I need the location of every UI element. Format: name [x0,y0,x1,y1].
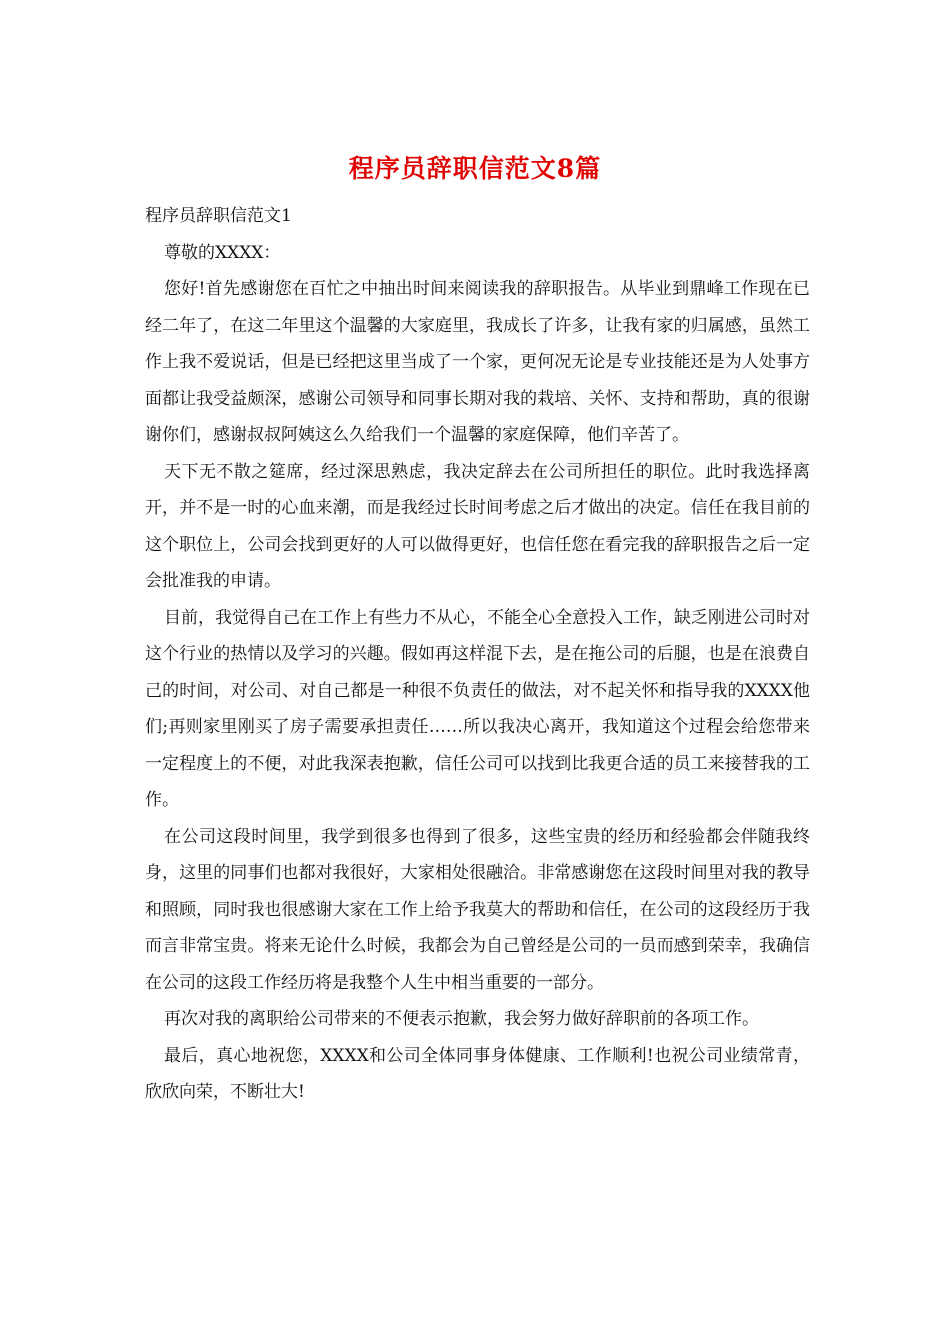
paragraph-4: 在公司这段时间里，我学到很多也得到了很多，这些宝贵的经历和经验都会伴随我终身，这里的同事们也都对我很好，大家相处很融洽。非常感谢您在这段时间里对我的教导和照顾，同时我也很感谢大家在工作上给予我莫大的帮助和信任，在公司的这段经历于我而言非常宝贵。将来无论什么时候，我都会为自己曾经是公司的一员而感到荣幸，我确信在公司的这段工作经历将是我整个人生中相当重要的一部分。 [145,826,810,993]
paragraph-3: 目前，我觉得自己在工作上有些力不从心，不能全心全意投入工作，缺乏刚进公司时对这个行业的热情以及学习的兴趣。假如再这样混下去，是在拖公司的后腿，也是在浪费自己的时间，对公司、对自己都是一种很不负责任的做法，对不起关怀和指导我的XXXX他们;再则家里刚买了房子需要承担责任……所以我决心离开，我知道这个过程会给您带来一定程度上的不便，对此我深表抱歉，信任公司可以找到比我更合适的员工来接替我的工作。 [145,607,810,810]
document-body [145,198,810,1111]
section-heading: 程序员辞职信范文1 [145,206,292,226]
paragraph-6: 最后，真心地祝您，XXXX和公司全体同事身体健康、工作顺利!也祝公司业绩常青，欣欣向荣，不断壮大! [145,1045,810,1102]
page-title: 程序员辞职信范文8篇 [348,154,602,183]
paragraph-2: 天下无不散之筵席，经过深思熟虑，我决定辞去在公司所担任的职位。此时我选择离开，并不是一时的心血来潮，而是我经过长时间考虑之后才做出的决定。信任在我目前的这个职位上，公司会找到更好的人可以做得更好，也信任您在看完我的辞职报告之后一定会批准我的申请。 [145,461,810,591]
salutation: 尊敬的XXXX： [164,242,281,263]
paragraph-1: 您好!首先感谢您在百忙之中抽出时间来阅读我的辞职报告。从毕业到鼎峰工作现在已经二年了，在这二年里这个温馨的大家庭里，我成长了许多，让我有家的归属感，虽然工作上我不爱说话，但是已经把这里当成了一个家，更何况无论是专业技能还是为人处事方面都让我受益颇深，感谢公司领导和同事长期对我的栽培、关怀、支持和帮助，真的很谢谢你们，感谢叔叔阿姨这么久给我们一个温馨的家庭保障，他们辛苦了。 [145,279,810,445]
paragraph-5: 再次对我的离职给公司带来的不便表示抱歉，我会努力做好辞职前的各项工作。 [164,1009,759,1029]
